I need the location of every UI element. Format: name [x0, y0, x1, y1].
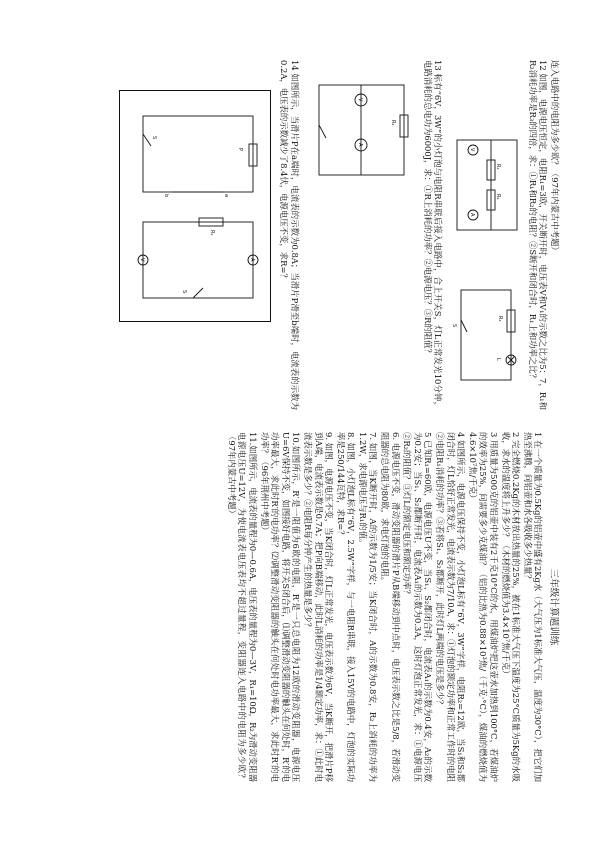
- fig14a-label-a: A: [248, 258, 255, 262]
- question-10: 10.如图所示，R′是一阻值为6欧的电阻，R′是一只总电阻为12欧的滑动变阻器，电源电压U=6V保持不变，如图接好电路，将开关S闭合后，⑴调整滑动变阻器的触头在何处时，R′的电功率最大，求此时R′的电功率？⑵调整滑动变阻器的触头在何处时电功率最大，求此时R′的电功率？（96年荆州中考题）: [259, 432, 302, 782]
- circuit-diagram-13b: [306, 70, 416, 190]
- fig14a-label-r: R₁: [208, 230, 215, 236]
- circuit-diagram-14b: [133, 104, 263, 204]
- document-title: 三年级计算题训练: [548, 568, 559, 646]
- rotated-sheet: [40, 60, 560, 800]
- question-1: 1 在一个质量为0.5Kg的铝壶中盛有2Kg水（大气压为1标准大气压，温度为30°C），把它们加热至沸腾，问铝壶和水各吸收多少热量？: [522, 432, 544, 782]
- fig14b-label-p: P: [236, 148, 243, 152]
- fig13b-label-r: R₂: [390, 120, 397, 126]
- question-5: 5 已知R₁=60欧，电源电压U不变，当S₁、S₂都闭合时，电流表A₁的示数为0.4安，A₂的示数为0.2安；当S₁、S₂都断开时，电流表A₁的示数为0.3A，这时灯泡正常发光，求：①电源电压②R₂的阻值？③灯L的额定电压和额定功率？: [402, 432, 434, 782]
- question-12: 12 如图，电源电压恒定，电阻R₁=3欧，开关断开时，电压表V和V₁的示数之比为5：7，R₁和R₂消耗功率是R₃的四倍，求：①R₁和R₂的电阻？②S断开和闭合时，R₁上和功率之比？: [527, 60, 549, 410]
- question-8: 8. 如图，小灯泡L标有“6V，2.5W”字样，与一电阻R串联，接入15V的电路中，灯泡的实际功率是250/144瓦特，求R=？: [335, 432, 357, 782]
- question-9: 9. 如图，电源电压不变，当K闭合时，灯L正常发光，电压表示数为6V，当K断开，把滑片P移到A端，电流表示数是0.7A；把P向B端移动，此时L消耗的功率是1/4额定功率，求：①此时电流表示数是多少？②电阻R每分钟产生的热量是多少？: [302, 432, 335, 782]
- circuit-diagram-14a: [133, 210, 263, 310]
- circuit-diagram-12: [447, 120, 525, 250]
- fig14a-label-v: V: [138, 258, 145, 262]
- fig12-label-a: A: [469, 213, 476, 217]
- question-11-tail: 连入电路中的电阻为多少欧？（97年内蒙古中考题）: [550, 60, 560, 255]
- question-11: 11.如图所示，电流表的量程为0—0.6A，电压表的量程为0—3V，R₁=10Ω，R₂为滑动变阻器电源电压U=12V，为使电流表电压表均不超过量程，变阻器连入电路中的电阻为多少欧？（97年内蒙古中考题）: [226, 432, 258, 782]
- figure-row-13: [302, 60, 420, 410]
- fig14b-label-b-end: b: [162, 194, 169, 198]
- question-3: 3 用质量为500克的铝壶中装有2千克10°C的水，用煤油炉把这壶水加热到100°C，若煤油炉的效率为25%，问需要多少克煤油？（铝的比热为0.88×10³焦/（千克·°C），煤油的燃烧值为4.6×10⁷焦/千克）: [467, 432, 500, 782]
- fig13b-label-v: V: [357, 98, 364, 102]
- question-2: 2 完全燃烧0.2Kg的木材放出热量的25%，被在1标准大气压下温度为25°C质量为5Kg的水吸收，求水的温度将上升多少？（木材的燃烧值为3.4×10⁷焦/千克）: [500, 432, 522, 782]
- question-6: 6. 电源电压不变，滑动变阻器的滑片P从B端移动到中点时，电压表示数之比是5/8，若滑动变阻器的总电阻为80欧，求电灯泡的电阻。: [380, 432, 401, 782]
- question-13: 13 标有“6V，3W”的小灯泡与电阻R串联后接入电路中，合上开关S，灯L正常发光10分钟，电路消耗的总电功为6000J，求：①R上消耗的功率？②电源电压？③R的阻值？: [422, 60, 444, 410]
- question-7: 7. 如图，当K断开时，A的示数为1/5安；当K闭合时，A的示数为0.8安，R₂上消耗的功率为1.2W，求电源电压与R₁的值。: [357, 432, 379, 782]
- column-right: [40, 60, 560, 410]
- fig13-label-s: S: [451, 324, 458, 328]
- fig12-label-r1: R₁: [495, 164, 502, 170]
- figure-row-12: [445, 60, 525, 410]
- question-4: 4 如图所示，电源电压保持不变，小灯泡L标有“6V，3W”字样，电阻R₂=12欧，当S₁和S₂都闭合时，灯L恰好正常发光，电流表示数为7/10A，求：①灯泡的额定功率和正常工作时的电阻 ②电阻R₁消耗的功率？③若将S₁、S₂都断开，此时灯L两端的电压是多少？: [435, 432, 467, 782]
- fig13-label-r: R₁: [497, 316, 504, 322]
- fig13-label-l: L: [495, 358, 502, 361]
- column-left: [40, 432, 560, 782]
- circuit-diagram-13: [449, 280, 521, 390]
- fig14a-label-s: S: [180, 290, 187, 294]
- fig14b-label-a-end: a: [222, 194, 229, 198]
- fig12-label-r2: R₂: [495, 194, 502, 200]
- fig13b-label-a: A: [357, 143, 364, 147]
- question-14: 14 如图所示，当滑片P在a端时，电流表的示数为0.8A；当滑片P滑至b端时，电流表的示数为0.2A，电压表的示数减少了8.4伏，电源电压不变，求R=？: [279, 60, 301, 410]
- fig12-label-v: V: [469, 148, 476, 152]
- fig14b-label-s: S: [150, 136, 157, 140]
- figure-row-14: [107, 60, 277, 410]
